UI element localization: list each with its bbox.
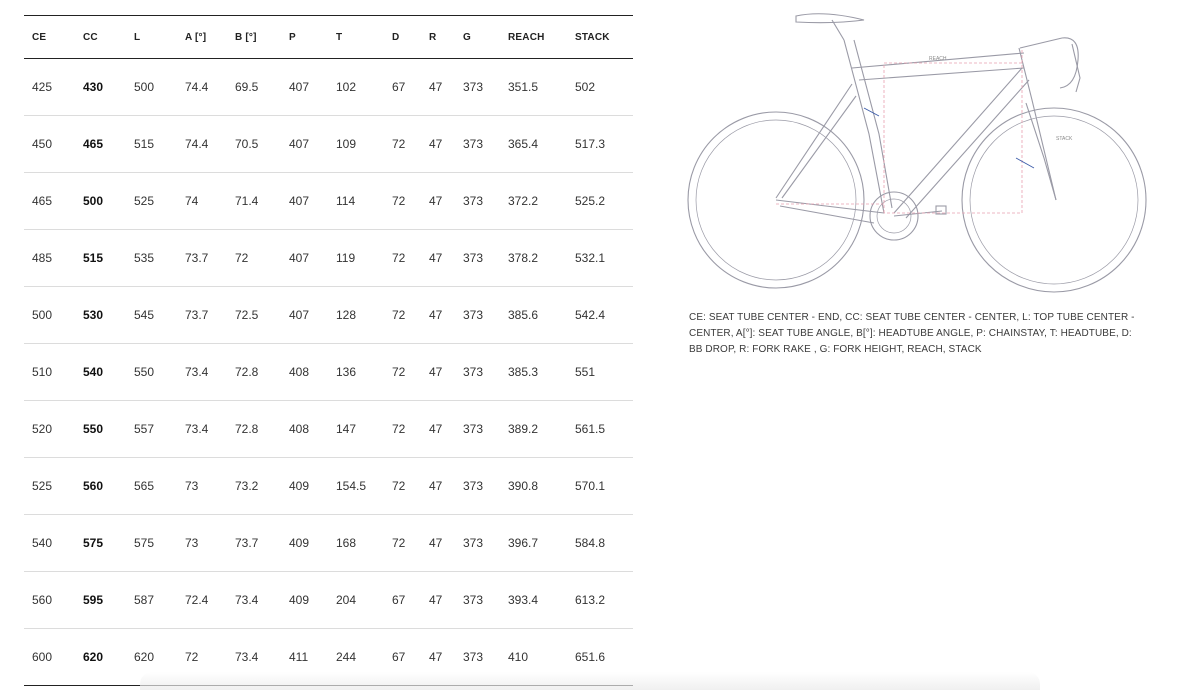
col-header-g: G [455, 16, 500, 59]
table-cell-stack: 502 [567, 59, 633, 116]
table-row [24, 515, 633, 572]
table-cell-ce: 500 [24, 287, 75, 344]
table-cell-l: 500 [126, 59, 177, 116]
chainstay-lower [780, 206, 874, 223]
table-cell-cc: 500 [75, 173, 126, 230]
seat-angle-marker [864, 108, 879, 116]
table-header-row [24, 16, 633, 59]
table-cell-r: 47 [421, 230, 455, 287]
table-cell-b: 73.4 [227, 572, 281, 629]
table-cell-d: 72 [384, 401, 421, 458]
table-cell-ce: 450 [24, 116, 75, 173]
table-cell-cc: 430 [75, 59, 126, 116]
table-cell-a: 73 [177, 515, 227, 572]
table-cell-ce: 600 [24, 629, 75, 686]
col-header-stack: STACK [567, 16, 633, 59]
col-header-cc: CC [75, 16, 126, 59]
table-cell-p: 407 [281, 230, 328, 287]
table-cell-r: 47 [421, 344, 455, 401]
table-cell-cc: 530 [75, 287, 126, 344]
table-cell-b: 70.5 [227, 116, 281, 173]
table-cell-stack: 525.2 [567, 173, 633, 230]
bottom-fade [140, 672, 1040, 690]
table-cell-p: 409 [281, 572, 328, 629]
table-cell-l: 620 [126, 629, 177, 686]
table-cell-cc: 575 [75, 515, 126, 572]
handlebar [1060, 38, 1078, 88]
table-cell-t: 109 [328, 116, 384, 173]
table-cell-p: 408 [281, 401, 328, 458]
geometry-table-body [24, 59, 633, 686]
table-cell-b: 71.4 [227, 173, 281, 230]
table-cell-r: 47 [421, 59, 455, 116]
table-cell-stack: 613.2 [567, 572, 633, 629]
table-cell-r: 47 [421, 173, 455, 230]
table-cell-t: 154.5 [328, 458, 384, 515]
table-cell-stack: 561.5 [567, 401, 633, 458]
table-row [24, 116, 633, 173]
table-cell-b: 72.8 [227, 401, 281, 458]
table-cell-cc: 540 [75, 344, 126, 401]
table-cell-reach: 410 [500, 629, 567, 686]
table-cell-b: 69.5 [227, 59, 281, 116]
table-cell-stack: 570.1 [567, 458, 633, 515]
table-cell-p: 408 [281, 344, 328, 401]
table-cell-reach: 390.8 [500, 458, 567, 515]
geometry-table [24, 15, 633, 686]
table-cell-t: 114 [328, 173, 384, 230]
table-cell-t: 136 [328, 344, 384, 401]
table-cell-t: 147 [328, 401, 384, 458]
table-cell-a: 74 [177, 173, 227, 230]
table-cell-t: 128 [328, 287, 384, 344]
table-cell-g: 373 [455, 173, 500, 230]
table-row [24, 287, 633, 344]
table-cell-p: 409 [281, 458, 328, 515]
table-cell-stack: 517.3 [567, 116, 633, 173]
table-cell-b: 72.5 [227, 287, 281, 344]
table-cell-a: 73.7 [177, 287, 227, 344]
seatstay-inner [782, 96, 856, 198]
table-cell-reach: 378.2 [500, 230, 567, 287]
table-cell-d: 72 [384, 344, 421, 401]
table-cell-stack: 651.6 [567, 629, 633, 686]
table-cell-g: 373 [455, 116, 500, 173]
table-cell-d: 67 [384, 629, 421, 686]
table-cell-cc: 620 [75, 629, 126, 686]
table-cell-a: 74.4 [177, 116, 227, 173]
stack-line [884, 50, 1022, 213]
chainstay [776, 200, 884, 213]
table-cell-g: 373 [455, 59, 500, 116]
geometry-legend-caption: CE: SEAT TUBE CENTER - END, CC: SEAT TUBE CENTER - CENTER, L: TOP TUBE CENTER - CENTER, A[°]: SEAT TUBE ANGLE, B[°]: HEADTUBE ANGLE, P: CHAINSTAY, T: HEADTUBE, D: BB DROP, R: FORK RAKE , G: FORK HEIGHT, REACH, STACK [689, 312, 1135, 355]
table-cell-cc: 560 [75, 458, 126, 515]
table-cell-r: 47 [421, 458, 455, 515]
table-cell-d: 67 [384, 572, 421, 629]
table-cell-a: 72 [177, 629, 227, 686]
table-cell-ce: 520 [24, 401, 75, 458]
reach-label: REACH [929, 56, 947, 62]
table-cell-b: 73.2 [227, 458, 281, 515]
table-row [24, 59, 633, 116]
table-cell-ce: 560 [24, 572, 75, 629]
table-cell-ce: 525 [24, 458, 75, 515]
table-cell-p: 407 [281, 59, 328, 116]
table-cell-g: 373 [455, 515, 500, 572]
table-cell-cc: 550 [75, 401, 126, 458]
table-cell-d: 72 [384, 230, 421, 287]
table-cell-r: 47 [421, 116, 455, 173]
table-cell-l: 550 [126, 344, 177, 401]
table-cell-a: 74.4 [177, 59, 227, 116]
table-cell-b: 72.8 [227, 344, 281, 401]
table-cell-g: 373 [455, 401, 500, 458]
col-header-l: L [126, 16, 177, 59]
table-cell-r: 47 [421, 629, 455, 686]
col-header-b: B [°] [227, 16, 281, 59]
table-cell-l: 515 [126, 116, 177, 173]
front-wheel [962, 108, 1146, 292]
table-cell-reach: 393.4 [500, 572, 567, 629]
table-cell-a: 73.7 [177, 230, 227, 287]
table-cell-ce: 540 [24, 515, 75, 572]
table-cell-t: 168 [328, 515, 384, 572]
table-cell-g: 373 [455, 572, 500, 629]
table-row [24, 230, 633, 287]
table-cell-p: 411 [281, 629, 328, 686]
down-tube [894, 68, 1022, 213]
col-header-p: P [281, 16, 328, 59]
table-cell-reach: 385.6 [500, 287, 567, 344]
table-cell-cc: 515 [75, 230, 126, 287]
table-cell-l: 587 [126, 572, 177, 629]
table-cell-g: 373 [455, 230, 500, 287]
col-header-a: A [°] [177, 16, 227, 59]
stem [1020, 38, 1062, 48]
col-header-ce: CE [24, 16, 75, 59]
table-cell-p: 407 [281, 287, 328, 344]
table-row [24, 458, 633, 515]
table-cell-ce: 425 [24, 59, 75, 116]
table-cell-t: 119 [328, 230, 384, 287]
table-cell-l: 525 [126, 173, 177, 230]
col-header-r: R [421, 16, 455, 59]
reach-line [884, 63, 1022, 213]
col-header-d: D [384, 16, 421, 59]
table-cell-ce: 510 [24, 344, 75, 401]
table-cell-l: 545 [126, 287, 177, 344]
table-cell-reach: 351.5 [500, 59, 567, 116]
table-cell-b: 72 [227, 230, 281, 287]
table-row [24, 173, 633, 230]
table-cell-t: 244 [328, 629, 384, 686]
table-cell-r: 47 [421, 515, 455, 572]
saddle [796, 14, 864, 23]
table-cell-cc: 465 [75, 116, 126, 173]
table-row [24, 344, 633, 401]
head-tube [1019, 48, 1056, 200]
table-cell-l: 535 [126, 230, 177, 287]
fork [1026, 103, 1056, 200]
bike-geometry-diagram [684, 8, 1154, 303]
table-cell-a: 72.4 [177, 572, 227, 629]
table-cell-d: 72 [384, 515, 421, 572]
table-row [24, 572, 633, 629]
table-cell-g: 373 [455, 629, 500, 686]
table-cell-reach: 396.7 [500, 515, 567, 572]
table-cell-d: 72 [384, 458, 421, 515]
table-cell-cc: 595 [75, 572, 126, 629]
table-cell-d: 72 [384, 116, 421, 173]
table-cell-stack: 551 [567, 344, 633, 401]
table-cell-ce: 465 [24, 173, 75, 230]
table-cell-b: 73.7 [227, 515, 281, 572]
table-cell-stack: 542.4 [567, 287, 633, 344]
head-angle-marker [1016, 158, 1034, 168]
table-cell-b: 73.4 [227, 629, 281, 686]
table-cell-a: 73.4 [177, 401, 227, 458]
table-cell-a: 73.4 [177, 344, 227, 401]
table-cell-g: 373 [455, 458, 500, 515]
table-cell-g: 373 [455, 344, 500, 401]
table-cell-ce: 485 [24, 230, 75, 287]
table-cell-r: 47 [421, 401, 455, 458]
stack-label: STACK [1056, 136, 1073, 142]
table-cell-l: 575 [126, 515, 177, 572]
table-cell-p: 407 [281, 116, 328, 173]
table-cell-t: 102 [328, 59, 384, 116]
table-cell-reach: 365.4 [500, 116, 567, 173]
col-header-t: T [328, 16, 384, 59]
table-cell-stack: 584.8 [567, 515, 633, 572]
seatpost [832, 20, 844, 40]
table-cell-d: 67 [384, 59, 421, 116]
table-cell-r: 47 [421, 572, 455, 629]
down-tube-outer [906, 80, 1029, 218]
table-cell-stack: 532.1 [567, 230, 633, 287]
table-cell-reach: 372.2 [500, 173, 567, 230]
table-cell-d: 72 [384, 173, 421, 230]
table-cell-a: 73 [177, 458, 227, 515]
table-cell-p: 407 [281, 173, 328, 230]
top-tube-lower [859, 68, 1024, 80]
table-cell-g: 373 [455, 287, 500, 344]
col-header-reach: REACH [500, 16, 567, 59]
table-cell-l: 565 [126, 458, 177, 515]
table-cell-d: 72 [384, 287, 421, 344]
table-cell-reach: 385.3 [500, 344, 567, 401]
table-row [24, 401, 633, 458]
table-cell-reach: 389.2 [500, 401, 567, 458]
table-cell-t: 204 [328, 572, 384, 629]
table-cell-p: 409 [281, 515, 328, 572]
brake-hood [1072, 44, 1080, 92]
table-cell-r: 47 [421, 287, 455, 344]
table-cell-l: 557 [126, 401, 177, 458]
front-wheel-inner [970, 116, 1138, 284]
